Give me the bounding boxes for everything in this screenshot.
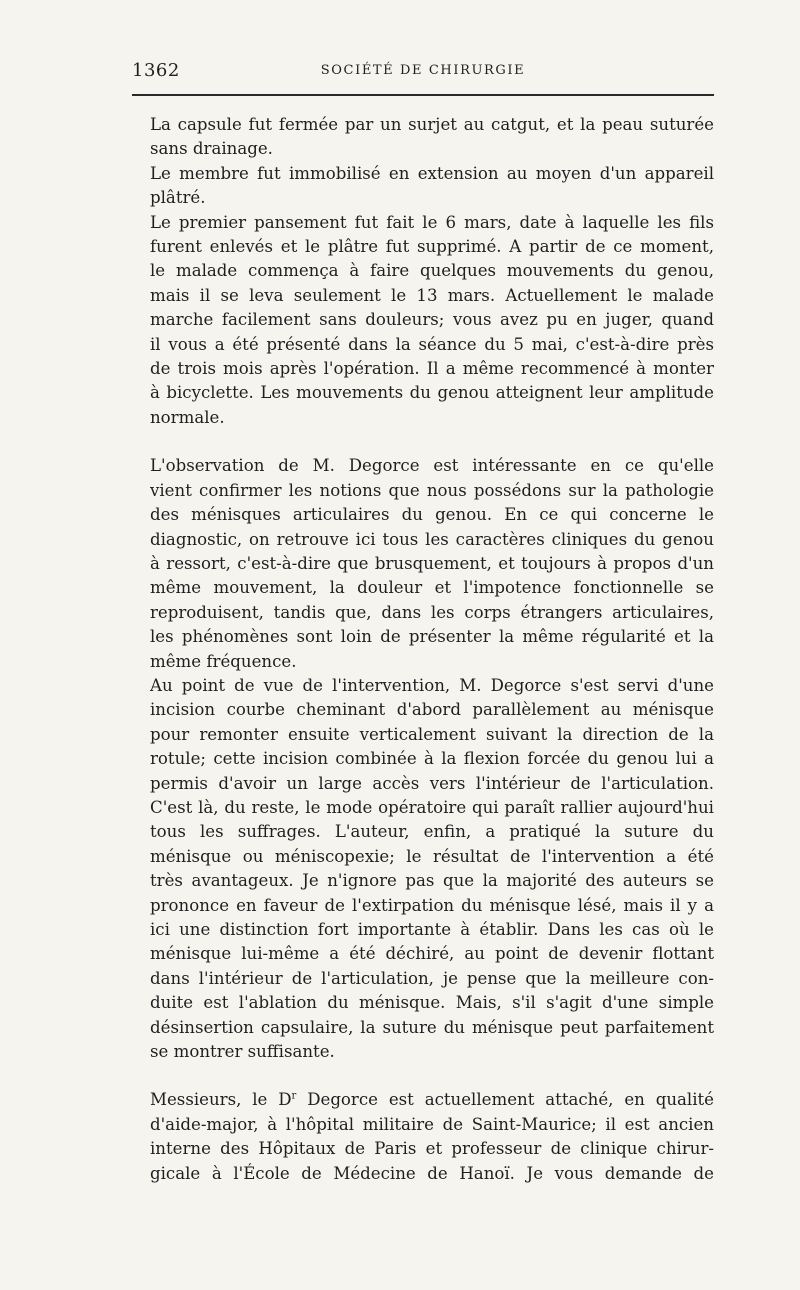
text-line: La capsule fut fermée par un surjet au catgut, et la peau suturée [150,115,714,134]
text-line: gicale à l'École de Médecine de Hanoï. Je vous demande de [150,1163,714,1183]
text-line: les phénomènes sont loin de présenter la même régularité et la [150,627,714,647]
text-line: désinsertion capsulaire, la suture du ménisque peut parfaitement [150,1017,714,1037]
text-line: L'observation de M. Degorce est intéressante en ce qu'elle [150,456,714,476]
text-line: le malade commença à faire quelques mouvements du genou, [150,261,714,281]
text-line: Au point de vue de l'intervention, M. Degorce s'est servi d'une [150,675,714,695]
text-line: Le membre fut immobilisé en extension au moyen d'un appareil [150,163,714,183]
text-line: diagnostic, on retrouve ici tous les caractères cliniques du genou [150,529,714,549]
text-line: interne des Hôpitaux de Paris et professeur de clinique chirur- [150,1139,714,1159]
paragraph-4 [132,454,714,674]
paragraph-5 [132,674,714,1065]
text-line: tous les suffrages. L'auteur, enfin, a pratiqué la suture du [150,822,714,842]
text-line [132,1088,714,1112]
text-line: rotule; cette incision combinée à la flexion forcée du genou lui a [150,749,714,769]
paragraph-2 [132,162,714,211]
text-line: dans l'intérieur de l'articulation, je pense que la meilleure con- [150,968,714,988]
page-number: 1362 [132,60,180,81]
text-line: d'aide-major, à l'hôpital militaire de Saint-Maurice; il est ancien [150,1114,714,1134]
text-line: incision courbe cheminant d'abord parallèlement au ménisque [150,700,714,720]
superscript: r [291,1090,297,1102]
paragraph-1 [132,113,714,162]
text-line: Le premier pansement fut fait le 6 mars, date à laquelle les fils [150,212,714,232]
running-head: SOCIÉTÉ DE CHIRURGIE [320,63,526,78]
page-header [132,60,714,84]
paragraph-6 [132,1088,714,1186]
paragraph-3 [132,211,714,431]
text-line: à ressort, c'est-à-dire que brusquement, et toujours à propos d'un [150,553,714,573]
text-line: sans drainage. [150,139,273,159]
text-line: duite est l'ablation du ménisque. Mais, s'il s'agit d'une simple [150,993,714,1013]
text-line: ménisque ou méniscopexie; le résultat de l'intervention a été [150,846,714,866]
text-line: normale. [150,407,225,427]
text-line: ici une distinction fort importante à établir. Dans les cas où le [150,920,714,939]
text-line: furent enlevés et le plâtre fut supprimé. A partir de ce moment, [150,237,714,257]
text-line: pour remonter ensuite verticalement suivant la direction de la [150,724,714,744]
text-line: C'est là, du reste, le mode opératoire qui paraît rallier aujourd'hui [150,797,714,817]
text-line: très avantageux. Je n'ignore pas que la majorité des auteurs se [150,871,714,891]
text-line: reproduisent, tandis que, dans les corps étrangers articulaires, [150,602,714,622]
text-line: permis d'avoir un large accès vers l'intérieur de l'articulation. [150,773,714,793]
text-run: Degorce est actuellement attaché, en qualité [296,1090,714,1110]
text-line: vient confirmer les notions que nous possédons sur la pathologie [150,480,714,500]
header-rule [132,94,714,96]
text-run: Messieurs, le D [150,1090,292,1110]
body-text [132,113,714,1186]
text-line: ménisque lui-même a été déchiré, au point de devenir flottant [150,944,714,964]
text-line: mais il se leva seulement le 13 mars. Actuellement le malade [150,285,714,305]
text-line: il vous a été présenté dans la séance du 5 mai, c'est-à-dire près [150,334,714,354]
text-line: à bicyclette. Les mouvements du genou atteignent leur amplitude [150,383,714,403]
text-line: même mouvement, la douleur et l'impotence fonctionnelle se [150,578,714,598]
text-line: de trois mois après l'opération. Il a même recommencé à monter [150,359,714,379]
text-line: plâtré. [150,188,206,208]
text-line: même fréquence. [150,651,297,671]
text-line: des ménisques articulaires du genou. En ce qui concerne le [150,505,714,525]
text-line: marche facilement sans douleurs; vous avez pu en juger, quand [150,310,714,330]
text-line: prononce en faveur de l'extirpation du ménisque lésé, mais il y a [150,895,714,915]
text-line: se montrer suffisante. [150,1042,335,1062]
